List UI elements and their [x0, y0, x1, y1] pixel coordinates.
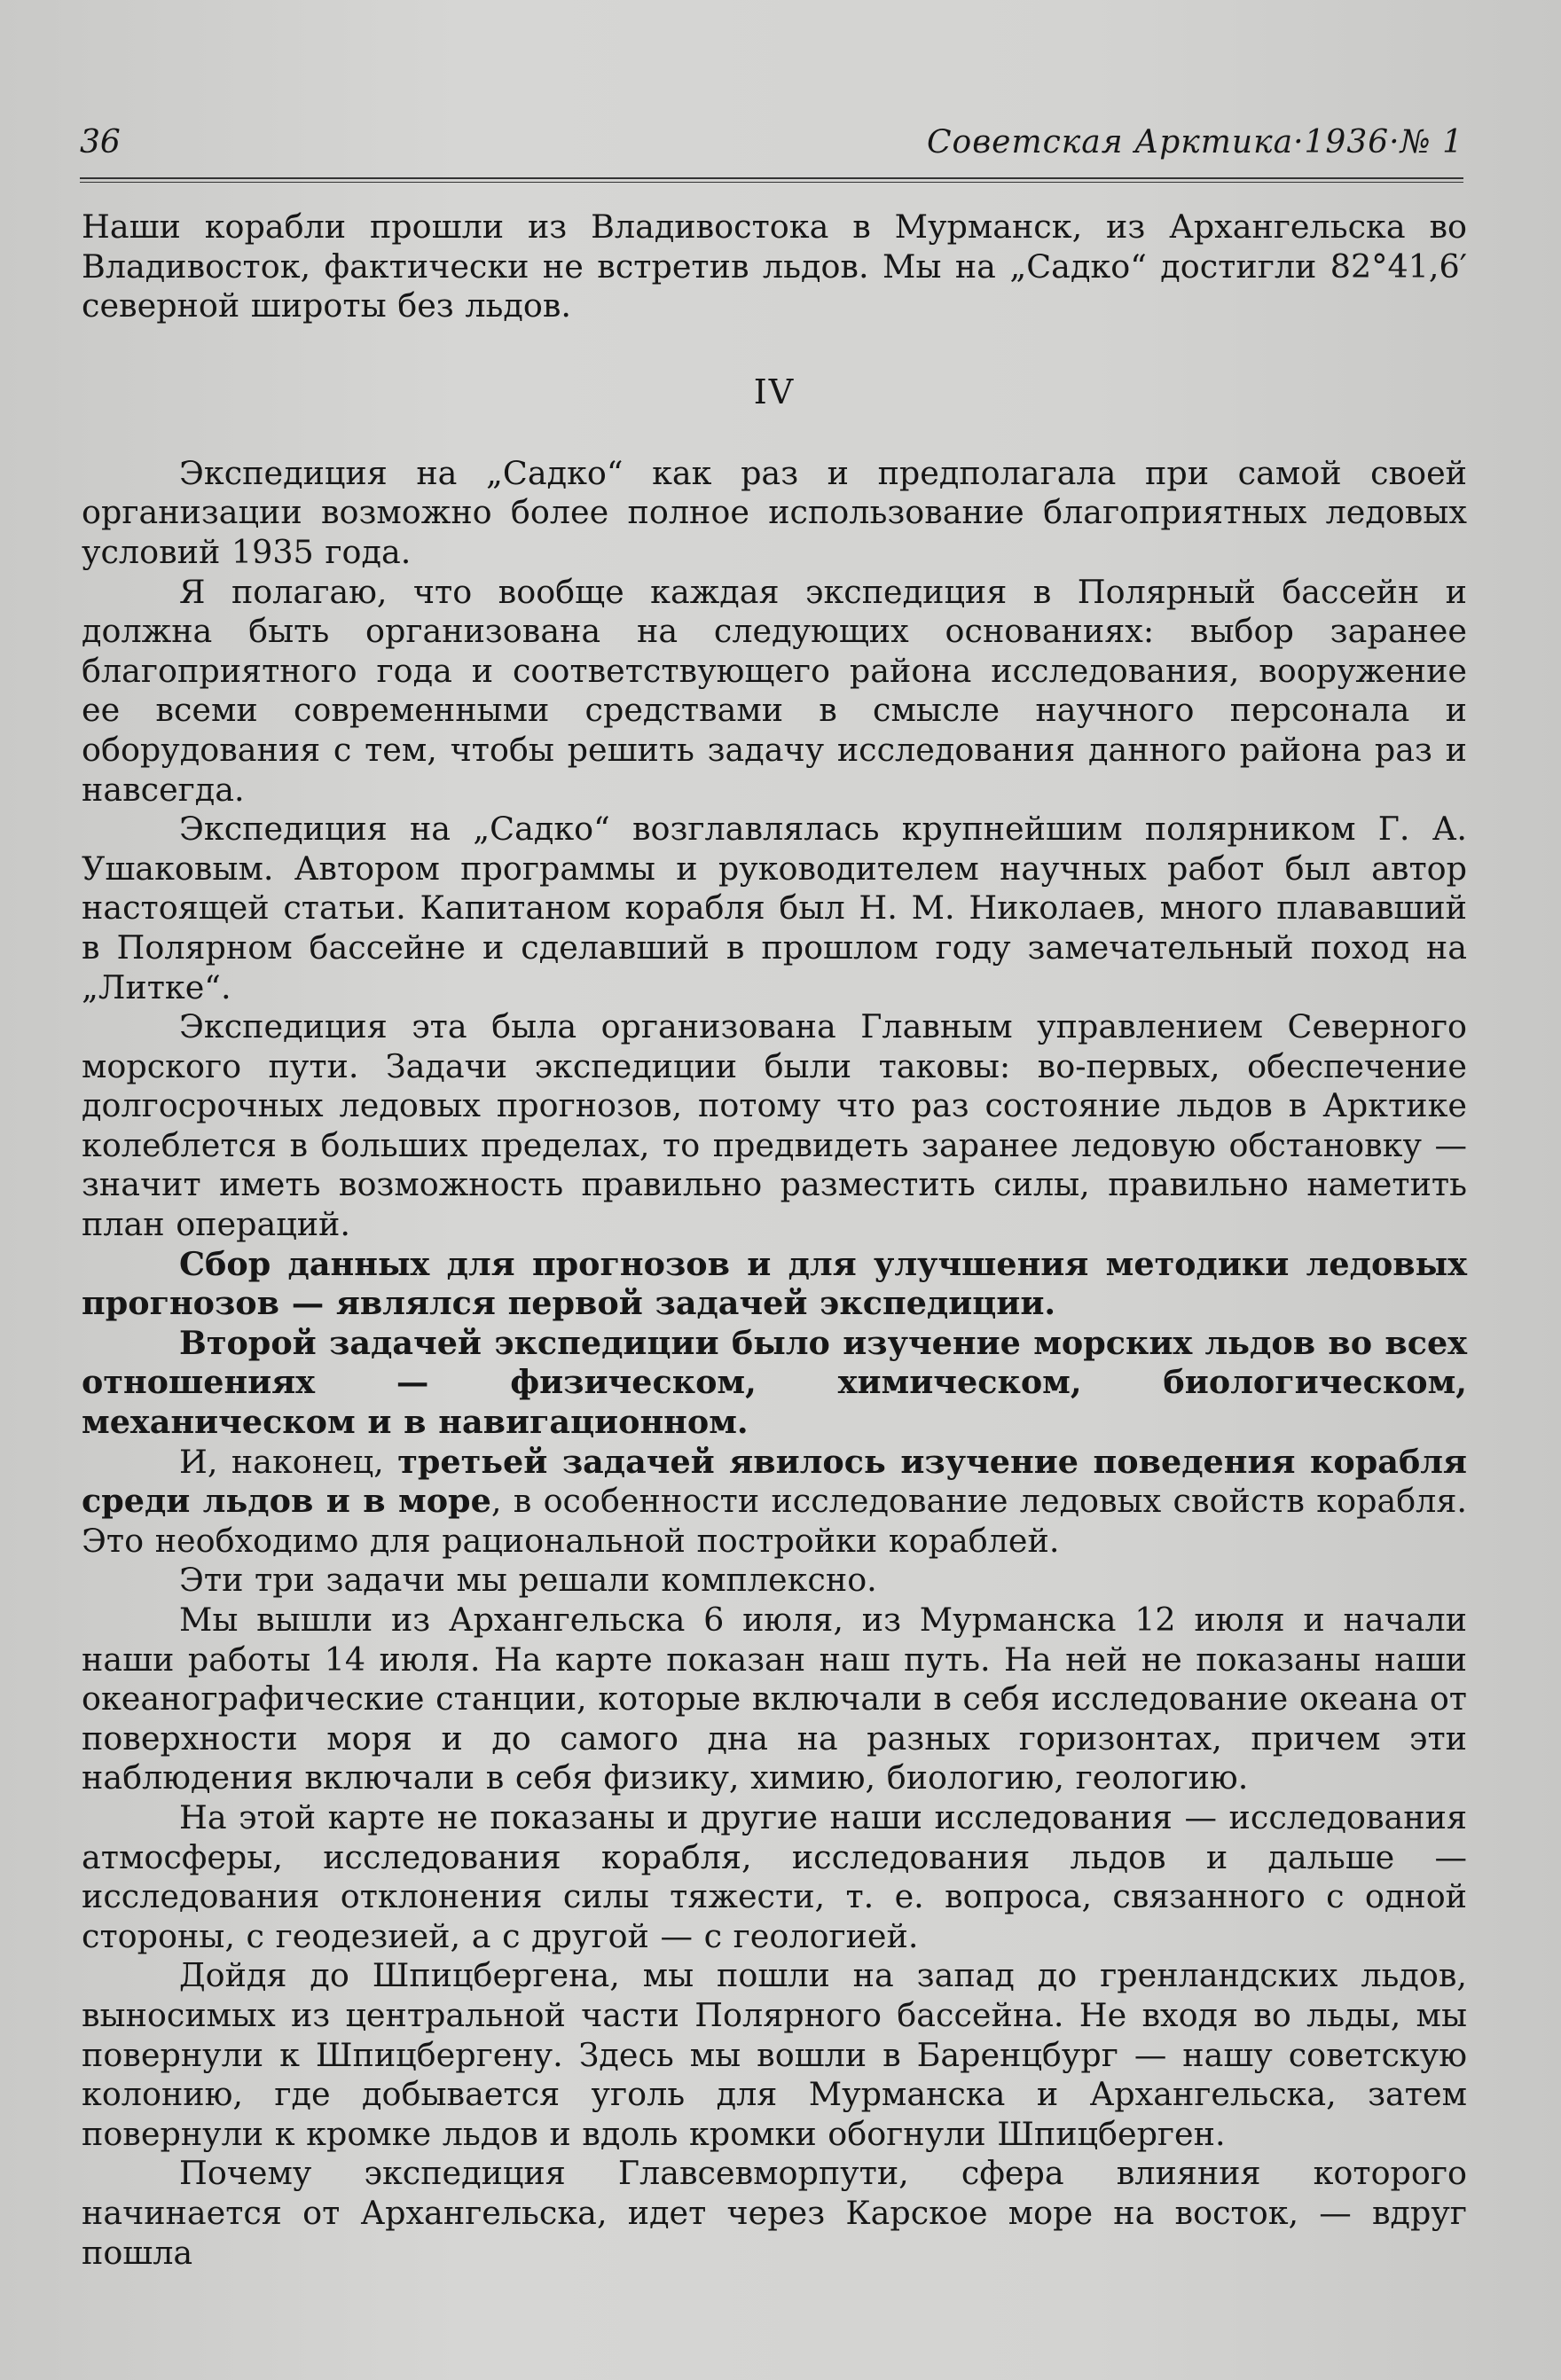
running-title: Советская Арктика·1936·№ 1 — [926, 124, 1463, 160]
paragraph: Наши корабли прошли из Владивостока в Мурманск, из Архангельска во Владивосток, фактически не встретив льдов. Мы на „Садко“ достигли 82°41,6′ северной широты без льдов. — [82, 207, 1467, 325]
paragraph: Мы вышли из Архангельска 6 июля, из Мурманска 12 июля и начали наши работы 14 июля. На карте показан наш путь. На ней не показаны наши океанографические станции, которые включали в себя исследование океана от поверхности моря и до самого дна на разных горизонтах, причем эти наблюдения включали в себя физику, химию, биологию, геологию. — [82, 1601, 1467, 1797]
page-number: 36 — [80, 124, 121, 160]
page-header — [80, 124, 1463, 174]
paragraph: Экспедиция на „Садко“ возглавлялась крупнейшим полярником Г. А. Ушаковым. Автором программы и руководителем научных работ был автор настоящей статьи. Капитаном корабля был Н. М. Николаев, много плававший в Полярном бассейне и сделавший в прошлом году замечательный поход на „Литке“. — [82, 810, 1467, 1006]
paragraph: Дойдя до Шпицбергена, мы пошли на запад до гренландских льдов, выносимых из центральной части Полярного бассейна. Не входя во льды, мы повернули к Шпицбергену. Здесь мы вошли в Баренцбург — нашу советскую колонию, где добывается уголь для Мурманска и Архангельска, затем повернули к кромке льдов и вдоль кромки обогнули Шпицберген. — [82, 1956, 1467, 2153]
paragraph — [82, 1443, 1467, 1562]
article-body — [82, 207, 1467, 2273]
paragraph: Эти три задачи мы решали комплексно. — [179, 1561, 877, 1600]
paragraph: Экспедиция на „Садко“ как раз и предполагала при самой своей организации возможно более полное использование благоприятных ледовых условий 1935 года. — [82, 453, 1467, 571]
paragraph-lead: И, наконец, — [179, 1442, 384, 1481]
paragraph-emphasis: третьей задачей явилось изучение поведения корабля среди льдов и в море — [82, 1442, 1467, 1521]
header-rule — [80, 177, 1463, 183]
section-heading: IV — [753, 372, 796, 411]
paragraph: Почему экспедиция Главсевморпути, сфера влияния которого начинается от Архангельска, идет через Карское море на восток, — вдруг пошла — [82, 2154, 1467, 2272]
paragraph-bold: Сбор данных для прогнозов и для улучшения методики ледовых прогнозов — являлся первой задачей экспедиции. — [82, 1244, 1467, 1323]
paragraph-tail: , в особенности исследование ледовых свойств корабля. Это необходимо для рациональной постройки кораблей. — [82, 1482, 1467, 1560]
paragraph: На этой карте не показаны и другие наши исследования — исследования атмосферы, исследования корабля, исследования льдов и дальше — исследования отклонения силы тяжести, т. е. вопроса, связанного с одной стороны, с геодезией, а с другой — с геологией. — [82, 1797, 1467, 1955]
paragraph-bold: Второй задачей экспедиции было изучение морских льдов во всех отношениях — физическом, химическом, биологическом, механическом и в навигационном. — [82, 1323, 1467, 1442]
paragraph: Экспедиция эта была организована Главным управлением Северного морского пути. Задачи экспедиции были таковы: во-первых, обеспечение долгосрочных ледовых прогнозов, потому что раз состояние льдов в Арктике колеблется в больших пределах, то предвидеть заранее ледовую обстановку — значит иметь возможность правильно разместить силы, правильно наметить план операций. — [82, 1007, 1467, 1244]
paragraph: Я полагаю, что вообще каждая экспедиция в Полярный бассейн и должна быть организована на следующих основаниях: выбор заранее благоприятного года и соответствующего района исследования, вооружение ее всеми современными средствами в смысле научного персонала и оборудования с тем, чтобы решить задачу исследования данного района раз и навсегда. — [82, 572, 1467, 809]
